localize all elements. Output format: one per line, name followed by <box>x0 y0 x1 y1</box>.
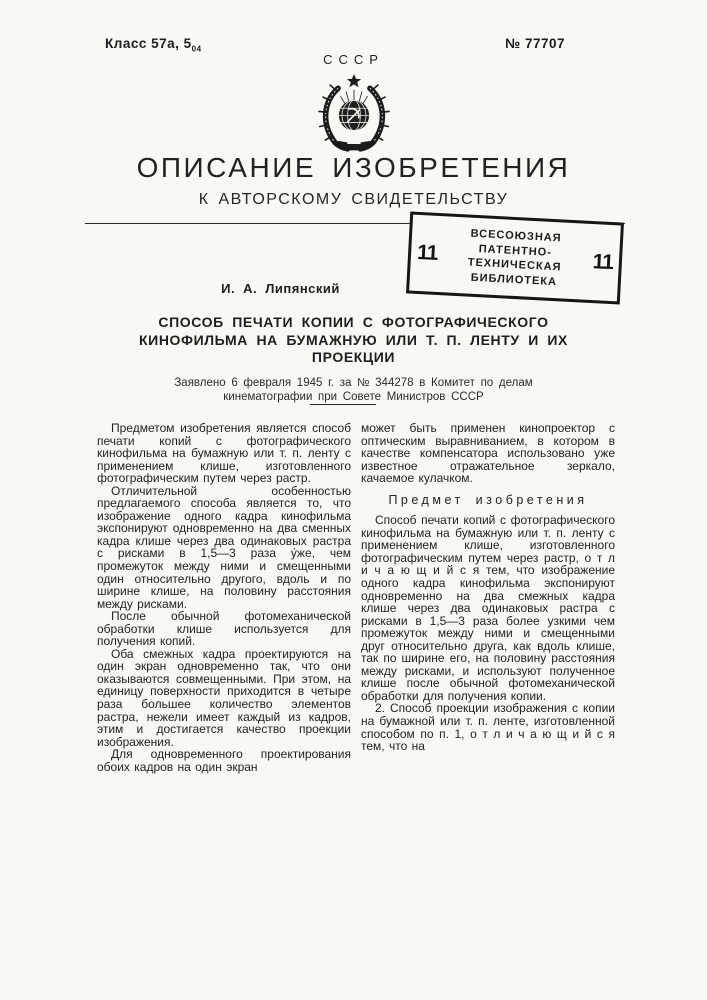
claim-paragraph: 2. Способ проекции изображения с копии на бумажной или т. п. ленте, изготовленной способом по п. 1, о т л и ч а ю щ и й с я тем, что на <box>361 701 615 754</box>
country-label: СССР <box>323 52 384 67</box>
author-name: И. А. Липянский <box>221 281 340 296</box>
doc-subtitle: К АВТОРСКОМУ СВИДЕТЕЛЬСТВУ <box>198 191 509 208</box>
stamp-number-right: 11 <box>592 250 614 275</box>
stamp-line: ТЕХНИЧЕСКАЯ <box>467 256 562 274</box>
section-divider <box>310 404 376 405</box>
stamp-line: ПАТЕНТНО- <box>478 242 553 259</box>
paragraph: После обычной фотомеханической обработки клише используется для получения копий. <box>97 609 351 649</box>
claim-paragraph: Способ печати копий с фотографического кинофильма на бумажную или т. п. ленту с применением клише, изготовленного фотографическим путем через растр, о т л и ч а ю щ и й с я тем, что изображение одного кадра кинофильма экспонируют одновременно на два смежных кадра клише через два одинаковых растра с рисками в 1,5—3 раза более узкими чем промежуток между ними и смещенными друг относительно друга, как вдоль клише, так по ширине его, на половину расстояния между рисками, и используют полученное клише после обычной фотомеханической обработки для получения копии. <box>361 513 615 703</box>
claims-heading: Предмет изобретения <box>388 492 588 507</box>
paragraph: Отличительной особенностью предлагаемого способа является то, что изображение одного кадра кинофильма экспонируют одновременно на два сменных кадра клише через два одинаковых растра с рисками в 1,5—3 раза у́же, чем промежуток между ними и смещенными один относительно другого, вдоль и по ширине клише, на половину расстояния между рисками. <box>97 483 351 611</box>
right-column <box>361 422 615 1000</box>
stamp-number-left: 11 <box>416 240 438 265</box>
stamp-text <box>467 227 564 290</box>
ussr-coat-of-arms-icon <box>0 74 707 152</box>
stamp-line: БИБЛИОТЕКА <box>470 271 558 288</box>
paragraph: Оба смежных кадра проектируются на один экран одновременно так, что они оказываются совмещенными. При этом, на единицу поверхности приходится в четыре раза большее количество элементов растра, нежели имеет каждый из кадров, этим и достигается качество проекции изображения. <box>97 646 351 749</box>
doc-title: ОПИСАНИЕ ИЗОБРЕТЕНИЯ <box>136 152 571 183</box>
filing-note: Заявлено 6 февраля 1945 г. за № 344278 в Комитет по делам кинематографии при Совете Министров СССР <box>174 377 533 403</box>
stamp-line: ВСЕСОЮЗНАЯ <box>470 227 562 245</box>
body-columns <box>97 422 615 1000</box>
class-label-text: Класс 57а, 5 <box>105 36 192 51</box>
left-column <box>97 422 351 1000</box>
invention-title: СПОСОБ ПЕЧАТИ КОПИИ С ФОТОГРАФИЧЕСКОГО КИНОФИЛЬМА НА БУМАЖНУЮ ИЛИ Т. П. ЛЕНТУ И ИХ ПРОЕКЦИИ <box>139 314 568 365</box>
document-number: № 77707 <box>505 36 565 51</box>
paragraph: Для одновременного проектирования обоих кадров на один экран <box>97 747 351 774</box>
class-label-subscript: 04 <box>191 44 202 54</box>
paragraph: Предметом изобретения является способ печати копий с фотографического кинофильма на бумажную или т. п. ленту с применением клише, изготовленного фотографическим путем через растр. <box>97 421 351 486</box>
paragraph: может быть применен кинопроектор с оптическим выравниванием, в котором в качестве компенсатора использовано уже известное отражательное зеркало, качаемое кулачком. <box>361 421 615 486</box>
